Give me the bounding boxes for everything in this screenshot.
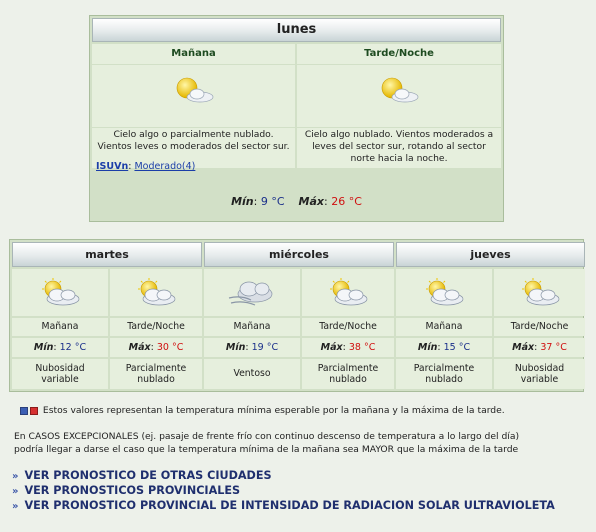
sky-condition-line: variable xyxy=(520,374,559,385)
temperature-cell: Mín: 19 °C xyxy=(204,338,300,357)
temperature-label: Máx xyxy=(128,342,151,353)
partly-cloudy-icon xyxy=(494,269,585,308)
max-temperature: 30 °C xyxy=(156,342,184,353)
sky-condition-line: variable xyxy=(41,374,79,385)
period-label: Mañana xyxy=(204,318,300,336)
partly-cloudy-icon xyxy=(396,269,492,308)
legend-text: Estos valores representan la temperatura mínima esperable por la mañana y la máxima de la tarde. xyxy=(42,405,505,416)
temperature-label: Mín xyxy=(417,342,438,353)
today-morning-label: Mañana xyxy=(92,44,295,64)
temperature-cell: Mín: 15 °C xyxy=(396,338,492,357)
max-temperature: 37 °C xyxy=(540,342,567,353)
today-forecast-panel xyxy=(89,15,504,222)
today-evening-description: Cielo algo nublado. Vientos moderados a leves del sector sur, rotando al sector norte hacia la noche. xyxy=(297,128,501,168)
temperature-cell: Máx: 30 °C xyxy=(110,338,202,357)
day-header: miércoles xyxy=(204,242,394,267)
note-line-2: podría llegar a darse el caso que la temperatura mínima de la mañana sea MAYOR que la máxima de la tarde xyxy=(14,444,519,455)
min-color-swatch-icon xyxy=(20,407,28,415)
partly-cloudy-icon xyxy=(12,269,108,308)
today-morning-icon-cell xyxy=(92,65,295,127)
period-label: Tarde/Noche xyxy=(302,318,394,336)
link-uv-radiation-forecast[interactable]: » VER PRONOSTICO PROVINCIAL DE INTENSIDAD DE RADIACION SOLAR ULTRAVIOLETA xyxy=(12,499,555,512)
min-temperature: 15 °C xyxy=(443,342,471,353)
weather-icon-cell xyxy=(396,269,492,316)
temperature-label: Máx xyxy=(512,342,535,353)
exceptional-cases-note xyxy=(14,430,584,456)
sky-condition xyxy=(12,359,108,389)
partly-cloudy-icon xyxy=(302,269,394,308)
sky-condition xyxy=(494,359,585,389)
partly-cloudy-icon xyxy=(92,65,295,105)
today-evening-label: Tarde/Noche xyxy=(297,44,501,64)
chevron-right-icon: » xyxy=(12,501,19,512)
min-temperature: 19 °C xyxy=(251,342,279,353)
weather-icon-cell xyxy=(204,269,300,316)
partly-cloudy-icon xyxy=(297,65,501,105)
min-label: Mín xyxy=(231,195,254,208)
windy-cloud-icon xyxy=(204,269,300,308)
day-header: martes xyxy=(12,242,202,267)
weather-icon-cell xyxy=(110,269,202,316)
today-morning-description: Cielo algo o parcialmente nublado. Vientos leves o moderados del sector sur. xyxy=(92,128,295,168)
max-temperature: 26 °C xyxy=(331,195,362,208)
sky-condition xyxy=(110,359,202,389)
isuv-row: ISUVn: Moderado(4) xyxy=(96,161,196,172)
period-label: Tarde/Noche xyxy=(494,318,585,336)
sky-condition-line: Parcialmente xyxy=(413,363,475,374)
sky-condition-line: nublado xyxy=(329,374,367,385)
temperature-cell: Mín: 12 °C xyxy=(12,338,108,357)
link-other-cities[interactable]: » VER PRONOSTICO DE OTRAS CIUDADES xyxy=(12,469,272,482)
sky-condition xyxy=(204,359,300,389)
related-links xyxy=(12,468,592,513)
temperature-cell: Máx: 38 °C xyxy=(302,338,394,357)
temperature-label: Mín xyxy=(225,342,246,353)
sky-condition-line: nublado xyxy=(137,374,175,385)
sky-condition xyxy=(396,359,492,389)
sky-condition-line: Nubosidad xyxy=(35,363,85,374)
extended-forecast-table xyxy=(9,239,584,392)
chevron-right-icon: » xyxy=(12,471,19,482)
temperature-label: Máx xyxy=(320,342,343,353)
today-day-header: lunes xyxy=(92,18,501,42)
temperature-legend xyxy=(20,404,590,418)
note-line-1: En CASOS EXCEPCIONALES (ej. pasaje de frente frío con continuo descenso de temperatura a lo largo del día) xyxy=(14,431,520,442)
isuv-link[interactable]: ISUVn xyxy=(96,161,129,172)
weather-icon-cell xyxy=(302,269,394,316)
period-label: Mañana xyxy=(396,318,492,336)
sky-condition xyxy=(302,359,394,389)
chevron-right-icon: » xyxy=(12,486,19,497)
temperature-cell: Máx: 37 °C xyxy=(494,338,585,357)
day-header: jueves xyxy=(396,242,585,267)
temperature-label: Mín xyxy=(33,342,54,353)
weather-icon-cell xyxy=(12,269,108,316)
period-label: Mañana xyxy=(12,318,108,336)
min-temperature: 12 °C xyxy=(59,342,87,353)
partly-cloudy-icon xyxy=(110,269,202,308)
weather-icon-cell xyxy=(494,269,585,316)
today-min-max: Mín: 9 °C Máx: 26 °C xyxy=(231,195,362,208)
max-temperature: 38 °C xyxy=(348,342,376,353)
sky-condition-line: Parcialmente xyxy=(125,363,187,374)
max-color-swatch-icon xyxy=(30,407,38,415)
sky-condition-line: Parcialmente xyxy=(317,363,379,374)
sky-condition-line: nublado xyxy=(425,374,463,385)
period-label: Tarde/Noche xyxy=(110,318,202,336)
max-label: Máx xyxy=(298,195,325,208)
link-provincial-forecasts[interactable]: » VER PRONOSTICOS PROVINCIALES xyxy=(12,484,241,497)
sky-condition-line: Ventoso xyxy=(233,368,271,379)
today-evening-icon-cell xyxy=(297,65,501,127)
sky-condition-line: Nubosidad xyxy=(514,363,565,374)
min-temperature: 9 °C xyxy=(260,195,285,208)
isuv-value-link[interactable]: Moderado(4) xyxy=(134,161,196,172)
